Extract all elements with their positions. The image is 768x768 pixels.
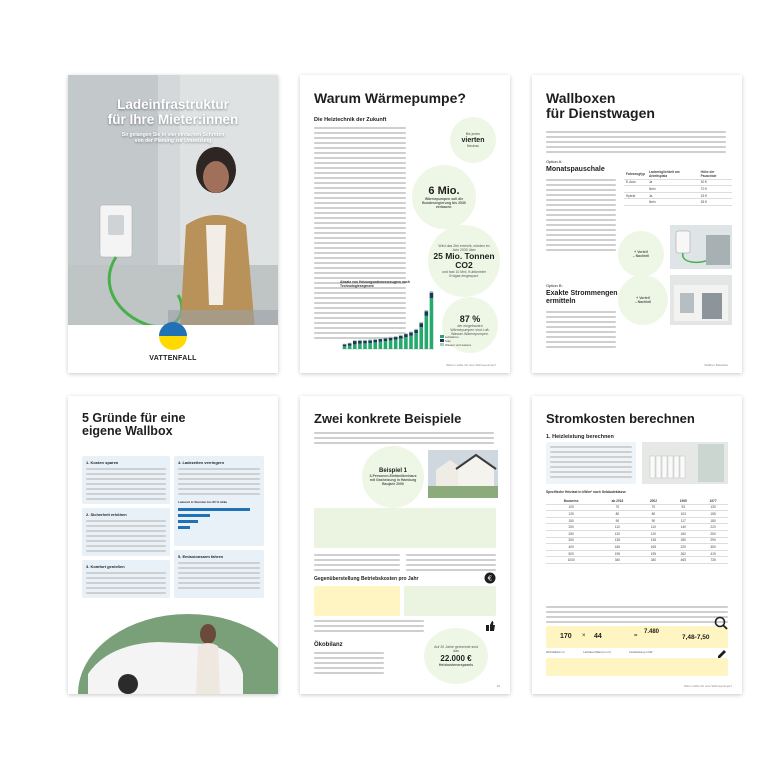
bar-2005-0 — [343, 346, 347, 349]
brand-name: VATTENFALL — [149, 355, 197, 362]
stat4-text: der eingebauten Wärmepumpen sind Luft-Wasser-Wärmepumpen. — [450, 323, 490, 337]
page-title — [82, 412, 186, 438]
bar-2021-0 — [425, 316, 429, 349]
eco-text — [314, 652, 384, 677]
bar-2018-1 — [409, 332, 413, 335]
page-title: Warum Wärmepumpe? — [314, 90, 466, 106]
table-row — [546, 530, 728, 537]
cost-comparison-box — [314, 508, 496, 548]
legend-item-2 — [440, 343, 471, 347]
table-cell: 180 — [698, 517, 728, 524]
mini-bar — [178, 508, 250, 511]
table-header — [624, 169, 732, 179]
table-cell: 110 — [639, 524, 669, 531]
stat2-value: 6 Mio. — [428, 184, 460, 197]
table-cell: 220 — [668, 544, 698, 551]
svg-text:€: € — [487, 574, 493, 583]
table-cell: 220 — [698, 524, 728, 531]
reason-title: 5. Emissionsarm fahren — [178, 554, 224, 559]
table-row — [546, 537, 728, 544]
table-cell: Nein — [647, 199, 699, 206]
table-header-cell: 2002 — [639, 498, 669, 504]
costs-new-box — [404, 586, 496, 616]
table-cell: 735 — [698, 557, 728, 564]
page-footer: Wann sollte ich eine Wärmepumpe? — [683, 684, 732, 688]
heat-load-table — [546, 498, 728, 564]
table-row — [546, 524, 728, 531]
calc-row-1 — [546, 626, 728, 648]
page-heat-pump — [300, 75, 510, 373]
option-b-text — [546, 311, 616, 351]
stat-bubble-fourth — [450, 117, 496, 163]
reason-box-3 — [82, 560, 170, 598]
bar-2010-1 — [368, 340, 372, 343]
legend-label-2: Wasser und weitere — [444, 343, 472, 347]
costs-summary — [314, 620, 424, 635]
costs-heading: Gegenüberstellung Betriebskosten pro Jahr — [314, 576, 419, 582]
bar-2008-0 — [358, 344, 362, 349]
table-cell: 135 — [639, 537, 669, 544]
table-cell: 500 — [546, 550, 596, 557]
bar-2021-2 — [425, 310, 429, 311]
heating-details-new — [406, 554, 496, 574]
table-cell: 300 — [546, 537, 596, 544]
table-cell: 350 — [698, 544, 728, 551]
table-cell: 15 € — [699, 192, 732, 199]
savings-bubble — [424, 628, 488, 684]
table-row — [546, 557, 728, 564]
title-line1: Wallboxen — [546, 90, 616, 106]
bar-2013-0 — [384, 341, 388, 349]
mini-chart — [178, 508, 258, 529]
calc-labels — [546, 650, 652, 654]
cover-title — [68, 97, 278, 127]
table-cell: 155 — [698, 511, 728, 518]
table-cell: E-Auto — [624, 179, 647, 186]
radiator-photo — [642, 442, 728, 484]
table-cell: 195 — [596, 550, 638, 557]
bar-2013-2 — [384, 337, 388, 338]
option-b-title — [546, 290, 618, 306]
calc-area: 170 — [560, 633, 572, 640]
table-cell: 70 € — [699, 186, 732, 193]
search-icon — [714, 616, 728, 630]
step1-text — [550, 446, 632, 481]
pro-label: + Vorteil — [636, 295, 650, 300]
bar-2007-1 — [353, 341, 357, 344]
table-header-cell: 1977 — [698, 498, 728, 504]
legend-label-0: Luftwärme — [444, 335, 459, 339]
legend-label-1: Sole — [444, 339, 451, 343]
bar-2015-2 — [394, 336, 398, 337]
example-text: 3-Personen-Einfamilienhaus mit Gasheizung in Hamburg Baujahr 2000 — [369, 473, 417, 487]
table-cell: 340 — [596, 557, 638, 564]
bar-2015-0 — [394, 340, 398, 349]
savings-post: Heizkostenersparnis — [438, 662, 474, 667]
bar-2009-1 — [363, 341, 367, 344]
bar-2014-0 — [389, 340, 393, 349]
reason-title: 1. Kosten sparen — [86, 460, 119, 465]
bar-2016-1 — [399, 336, 403, 339]
table-caption: Spezifische Heizlast in kW/m² nach Gebäudeklasse — [546, 490, 626, 494]
table-cell: 100 — [546, 504, 596, 511]
euro-icon — [484, 572, 496, 584]
bar-2012-1 — [379, 339, 383, 342]
cover-subtitle — [68, 132, 278, 144]
bar-2014-2 — [389, 337, 393, 338]
bar-2019-2 — [414, 329, 418, 330]
table-cell: 465 — [668, 557, 698, 564]
bar-2007-2 — [353, 340, 357, 341]
title-line2: eigene Wallbox — [82, 424, 173, 439]
table-cell: 110 — [596, 524, 638, 531]
reason-text — [86, 468, 166, 503]
bar-2010-2 — [368, 339, 372, 340]
calc-equals: = — [634, 633, 638, 639]
mini-bar — [178, 514, 210, 517]
table-row — [546, 511, 728, 518]
pencil-icon — [716, 648, 728, 660]
bar-2005-2 — [343, 344, 347, 345]
bar-2007-0 — [353, 344, 357, 349]
table-cell: 125 — [546, 511, 596, 518]
bar-2013-1 — [384, 338, 388, 341]
reason-box-4 — [174, 456, 264, 546]
table-cell: Nein — [647, 186, 699, 193]
chart-title: Absatz von Heizungswärmeerzeugern nach Technologiesegment — [340, 280, 410, 288]
bar-2011-2 — [373, 339, 377, 340]
table-cell: Ja — [647, 192, 699, 199]
stat1-pre: Bis jeden — [465, 132, 481, 137]
table-header-cell: Lademöglichkeit am Arbeitsplatz — [647, 169, 699, 179]
table-cell: 150 — [546, 517, 596, 524]
bar-2022-1 — [430, 293, 434, 298]
table-cell: 250 — [698, 530, 728, 537]
table-cell: Hybrid — [624, 192, 647, 199]
option-b-title-line2: ermitteln — [546, 298, 576, 305]
page-cover — [68, 75, 278, 373]
table-cell: 195 — [639, 550, 669, 557]
table-header-cell: 1995 — [668, 498, 698, 504]
table-cell: 103 — [668, 511, 698, 518]
reason-text — [86, 520, 166, 555]
table-header-cell: Fahrzeugtyp — [624, 169, 647, 179]
bar-2005-1 — [343, 344, 347, 346]
stat3-pre: Wird das Ziel erreicht, würden im Jahr 2030 über — [438, 243, 490, 252]
savings-pre: Auf 20 Jahre gerechnet sind das — [434, 645, 478, 654]
page-footer: 15 — [496, 684, 500, 688]
page-five-reasons — [68, 396, 278, 694]
eco-heading: Ökobilanz — [314, 642, 343, 648]
intro-text — [314, 432, 494, 447]
table-cell: 400 — [546, 544, 596, 551]
page-footer: 4 — [266, 684, 268, 688]
reason-text — [86, 572, 166, 597]
car-photo — [68, 604, 278, 694]
bar-2018-0 — [409, 336, 413, 349]
bar-2017-0 — [404, 337, 408, 349]
bar-2012-0 — [379, 342, 383, 349]
calc-label: Heizleistung in kW — [629, 650, 653, 654]
table-body — [546, 504, 728, 563]
mini-bar — [178, 520, 198, 523]
section-heading: Die Heiztechnik der Zukunft — [314, 117, 387, 123]
allowance-table — [624, 169, 732, 206]
table-cell: 30 € — [699, 179, 732, 186]
bar-2016-2 — [399, 335, 403, 336]
table-cell: 340 — [639, 557, 669, 564]
vattenfall-logo-icon — [158, 321, 188, 351]
bar-2022-2 — [430, 291, 434, 293]
bar-2006-1 — [348, 343, 352, 345]
bar-2019-0 — [414, 333, 418, 349]
con-label: – Nachteil — [634, 300, 652, 304]
costs-old-box — [314, 586, 400, 616]
table-header-cell: Bauweise — [546, 498, 596, 504]
stat4-value: 87 % — [459, 313, 481, 324]
house-photo — [670, 275, 732, 325]
table-cell: 415 — [698, 550, 728, 557]
stat1-value: vierten — [461, 136, 485, 144]
calc-label: Wohnfläche m² — [546, 650, 565, 654]
table-cell: 90 — [639, 517, 669, 524]
bar-2016-0 — [399, 338, 403, 349]
table-row — [546, 517, 728, 524]
table-header-cell: ab 2016 — [596, 498, 638, 504]
bar-2020-2 — [419, 322, 423, 323]
bar-2022-0 — [430, 298, 434, 349]
table-cell: 120 — [596, 530, 638, 537]
wallbox-photo — [670, 225, 732, 269]
bar-2021-1 — [425, 311, 429, 316]
heating-details — [314, 554, 400, 574]
page-examples — [300, 396, 510, 694]
page-title: Zwei konkrete Beispiele — [314, 411, 462, 426]
cover-title-line2: für Ihre Mieter:innen — [107, 112, 239, 127]
pro-label: + Vorteil — [634, 249, 648, 254]
bar-2011-1 — [373, 340, 377, 343]
stat3-value: 25 Mio. Tonnen CO2 — [433, 251, 495, 270]
table-cell: 117 — [668, 517, 698, 524]
page-title: Stromkosten berechnen — [546, 411, 695, 426]
intro-text — [546, 131, 726, 156]
bar-2009-0 — [363, 343, 367, 349]
cover-title-line1: Ladeinfrastruktur — [117, 97, 229, 112]
calc-result-kw: 7,48-7,50 — [682, 634, 710, 641]
bar-2012-2 — [379, 338, 383, 339]
table-cell: 200 — [546, 524, 596, 531]
table-cell: 120 — [639, 530, 669, 537]
bar-chart — [338, 287, 438, 353]
page-power-costs — [532, 396, 742, 694]
chart-legend — [440, 335, 471, 347]
option-a-pros-cons — [618, 231, 664, 277]
table-cell: 160 — [668, 530, 698, 537]
page-footer: Warum sollte ich eine Wärmepumpe? — [446, 363, 496, 367]
option-b-title-line1: Exakte Strommengen — [546, 290, 618, 297]
table-row — [546, 550, 728, 557]
table-row — [546, 544, 728, 551]
reason-text — [178, 562, 260, 592]
calc-times: × — [582, 633, 586, 639]
table-cell: 35 € — [699, 199, 732, 206]
table-cell — [624, 199, 647, 206]
table-row — [624, 199, 732, 206]
table-cell: 80 — [639, 511, 669, 518]
con-label: – Nachteil — [632, 254, 650, 258]
step1-text-box — [546, 442, 636, 484]
table-row — [546, 504, 728, 511]
option-a-title: Monatspauschale — [546, 166, 605, 173]
stat3-post: und fast 10 Mrd. Kubikmeter Erdgas eingespart. — [442, 270, 486, 279]
bar-2015-1 — [394, 337, 398, 340]
table-cell: 93 — [668, 504, 698, 511]
bar-2017-2 — [404, 333, 408, 334]
table-cell — [624, 186, 647, 193]
bar-2017-1 — [404, 334, 408, 337]
table-cell: 250 — [546, 530, 596, 537]
table-cell: 165 — [596, 544, 638, 551]
bar-2011-0 — [373, 342, 377, 349]
bar-2018-2 — [409, 331, 413, 332]
option-b-pros-cons — [618, 275, 668, 325]
step1-heading: 1. Heizleistung berechnen — [546, 434, 614, 440]
title-line1: 5 Gründe für eine — [82, 411, 186, 425]
bar-2019-1 — [414, 330, 418, 333]
stat-bubble-6mio — [412, 165, 476, 229]
bar-2010-0 — [368, 343, 372, 349]
reason-title: 4. Ladezeiten verringern — [178, 460, 225, 465]
table-row — [624, 192, 732, 199]
savings-value: 22.000 € — [440, 653, 472, 663]
table-cell: 290 — [698, 537, 728, 544]
stat2-text: Wärmepumpen soll die Bundesregierung bis 2030 verbauen. — [422, 196, 466, 210]
thumbs-up-icon — [484, 620, 496, 632]
bar-2006-2 — [348, 343, 352, 344]
table-header-cell: Höhe der Pauschale — [699, 169, 732, 179]
calc-label: Heizlast (Watt pro m²) — [583, 650, 611, 654]
page-wallboxes — [532, 75, 742, 373]
bar-2006-0 — [348, 346, 352, 349]
reason-title: 2. Sicherheit erhöhen — [86, 512, 127, 517]
house-photo — [428, 450, 498, 498]
example-title: Beispiel 1 — [378, 467, 407, 474]
table-cell: 135 — [596, 537, 638, 544]
table-row — [624, 186, 732, 193]
example-text — [546, 606, 728, 626]
stat-bubble-co2 — [428, 225, 500, 297]
title-line2: für Dienstwagen — [546, 104, 655, 121]
table-cell: 180 — [668, 537, 698, 544]
cover-subtitle-line2: von der Planung zur Umsetzung — [134, 138, 212, 144]
reason-text — [178, 468, 260, 498]
bar-2014-1 — [389, 338, 393, 341]
mini-bar — [178, 526, 190, 529]
page-footer: Wallbox Beispiele — [704, 363, 728, 367]
table-cell: 80 — [596, 511, 638, 518]
reason-title: 3. Komfort genießen — [86, 564, 125, 569]
bar-2008-2 — [358, 340, 362, 341]
table-row — [624, 179, 732, 186]
reason-chart-caption: Ladezeit in Stunden bis 80 % Akku — [178, 500, 228, 504]
table-cell: 165 — [639, 544, 669, 551]
reason-box-2 — [82, 508, 170, 556]
table-cell: 70 — [639, 504, 669, 511]
calc-row-2 — [546, 658, 728, 676]
cover-subtitle-line1: So gelangen Sie in vier einfachen Schritten — [121, 132, 225, 138]
table-cell: Ja — [647, 179, 699, 186]
table-cell: 90 — [596, 517, 638, 524]
option-b-label: Option B: — [546, 283, 563, 288]
table-cell: 1000 — [546, 557, 596, 564]
calc-load: 44 — [594, 633, 602, 640]
bar-2020-0 — [419, 327, 423, 349]
bar-2008-1 — [358, 341, 362, 344]
bar-2009-2 — [363, 340, 367, 341]
table-cell: 70 — [596, 504, 638, 511]
reason-box-1 — [82, 456, 170, 504]
reason-box-5 — [174, 550, 264, 598]
option-a-label: Option A: — [546, 159, 563, 164]
page-title — [546, 91, 655, 120]
option-a-text — [546, 179, 616, 254]
table-cell: 262 — [668, 550, 698, 557]
calc-result: 7.480 — [644, 629, 660, 635]
table-cell: 130 — [698, 504, 728, 511]
table-cell: 140 — [668, 524, 698, 531]
bar-2020-1 — [419, 323, 423, 327]
example-bubble — [362, 446, 424, 508]
stat1-post: Neubau — [466, 143, 480, 148]
